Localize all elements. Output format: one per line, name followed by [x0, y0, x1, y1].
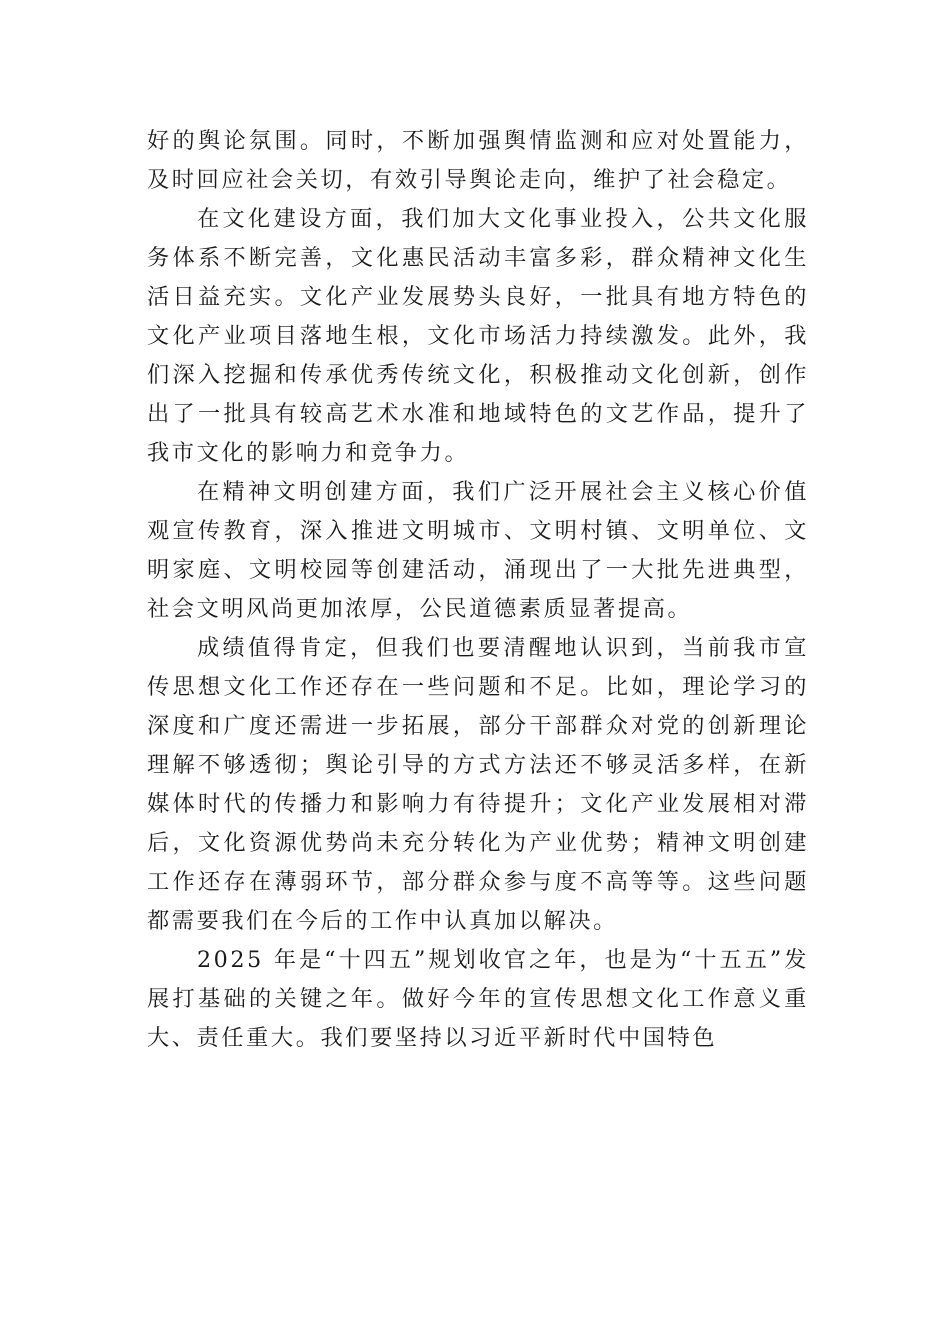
paragraph-spiritual-civilization: 在精神文明创建方面，我们广泛开展社会主义核心价值观宣传教育，深入推进文明城市、文明村镇、文明单位、文明家庭、文明校园等创建活动，涌现出了一大批先进典型，社会文明风尚更加浓厚，公民道德素质显著提高。 — [147, 479, 809, 622]
paragraph-2025-outlook: 2025 年是“十四五”规划收官之年，也是为“十五五”发展打基础的关键之年。做好今年的宣传思想文化工作意义重大、责任重大。我们要坚持以习近平新时代中国特色 — [147, 947, 809, 1051]
paragraph-continued: 好的舆论氛围。同时，不断加强舆情监测和应对处置能力，及时回应社会关切，有效引导舆论走向，维护了社会稳定。 — [147, 128, 809, 193]
paragraph-problems: 成绩值得肯定，但我们也要清醒地认识到，当前我市宣传思想文化工作还存在一些问题和不足。比如，理论学习的深度和广度还需进一步拓展，部分干部群众对党的创新理论理解不够透彻；舆论引导的方式方法还不够灵活多样，在新媒体时代的传播力和影响力有待提升；文化产业发展相对滞后，文化资源优势尚未充分转化为产业优势；精神文明创建工作还存在薄弱环节，部分群众参与度不高等等。这些问题都需要我们在今后的工作中认真加以解决。 — [147, 635, 809, 934]
body-text — [147, 122, 809, 1058]
paragraph-culture-construction: 在文化建设方面，我们加大文化事业投入，公共文化服务体系不断完善，文化惠民活动丰富多彩，群众精神文化生活日益充实。文化产业发展势头良好，一批具有地方特色的文化产业项目落地生根，文化市场活力持续激发。此外，我们深入挖掘和传承优秀传统文化，积极推动文化创新，创作出了一批具有较高艺术水准和地域特色的文艺作品，提升了我市文化的影响力和竞争力。 — [147, 206, 809, 466]
